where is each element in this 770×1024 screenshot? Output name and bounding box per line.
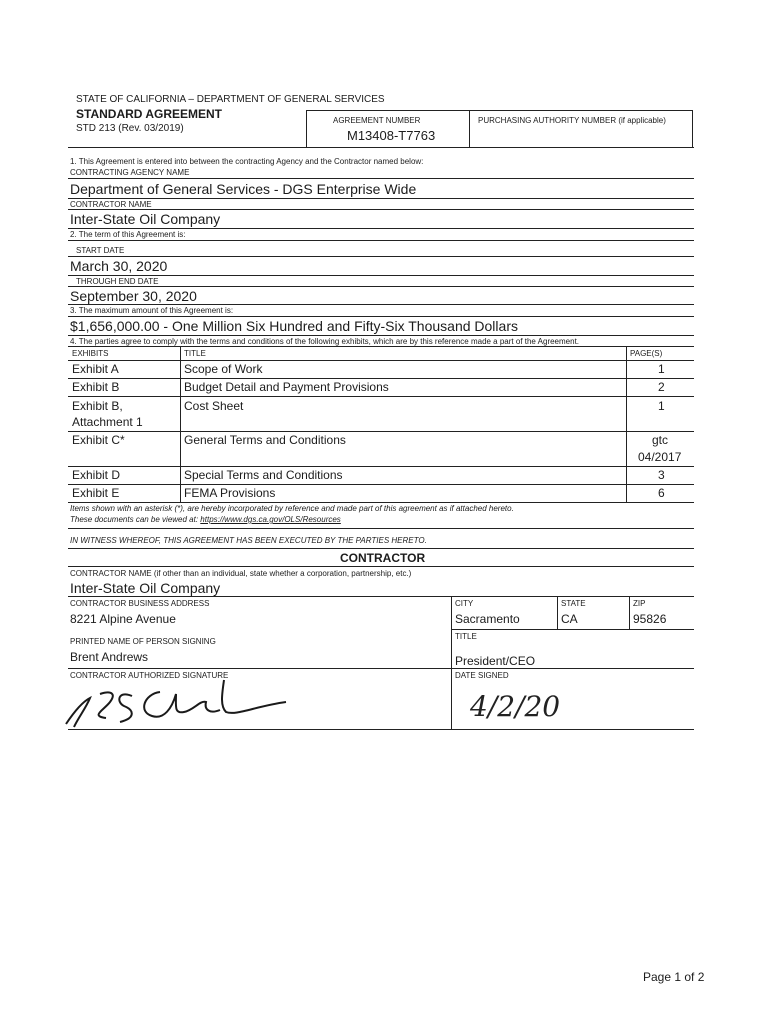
signer-title: President/CEO: [455, 654, 536, 668]
section2-statement: 2. The term of this Agreement is:: [70, 230, 186, 239]
start-date-label: START DATE: [76, 246, 125, 255]
signer-name: Brent Andrews: [70, 650, 149, 664]
resources-link[interactable]: https://www.dgs.ca.gov/OLS/Resources: [200, 515, 341, 524]
exhibit-d: Exhibit D: [72, 468, 121, 482]
asterisk-note: Items shown with an asterisk (*), are hereby incorporated by reference and made part of this agreement as if attached hereto.: [70, 504, 514, 513]
date-signed-label: DATE SIGNED: [455, 671, 509, 680]
city-label: CITY: [455, 599, 474, 608]
witness-statement: IN WITNESS WHEREOF, THIS AGREEMENT HAS BEEN EXECUTED BY THE PARTIES HERETO.: [70, 536, 427, 545]
purchasing-authority-box: [470, 110, 693, 147]
exhibit-b: Exhibit B: [72, 380, 120, 394]
exhibit-b-att1-pages: 1: [658, 399, 665, 413]
business-address: 8221 Alpine Avenue: [70, 612, 176, 626]
exhibit-a-pages: 1: [658, 362, 665, 376]
agreement-number-box: [306, 110, 470, 147]
contractor-name: Inter-State Oil Company: [70, 211, 221, 227]
col-pages-header: PAGE(S): [630, 349, 663, 358]
resources-note: [70, 515, 341, 524]
exhibit-e: Exhibit E: [72, 486, 120, 500]
form-number: STD 213 (Rev. 03/2019): [76, 123, 184, 134]
col-exhibits-header: EXHIBITS: [72, 349, 109, 358]
title-label: TITLE: [455, 632, 477, 641]
agreement-number: M13408-T7763: [347, 128, 436, 143]
contractor-legal-name-label: CONTRACTOR NAME (if other than an individual, state whether a corporation, partnership, etc.): [70, 569, 412, 578]
page-number: Page 1 of 2: [643, 970, 705, 984]
signer-name-label: PRINTED NAME OF PERSON SIGNING: [70, 637, 216, 646]
form-title: STANDARD AGREEMENT: [76, 107, 222, 121]
exhibit-b-att1-title: Cost Sheet: [184, 399, 244, 413]
contractor-heading: CONTRACTOR: [340, 551, 426, 565]
exhibit-c: Exhibit C*: [72, 433, 125, 447]
section3-statement: 3. The maximum amount of this Agreement is:: [70, 306, 234, 315]
signature-image: [60, 672, 300, 732]
purchasing-authority-label: PURCHASING AUTHORITY NUMBER (if applicable): [478, 116, 666, 125]
date-signed: 4/2/20: [470, 690, 561, 723]
contractor-name-label: CONTRACTOR NAME: [70, 200, 152, 209]
exhibit-c-pages-date: 04/2017: [638, 450, 682, 464]
resources-note-prefix: These documents can be viewed at:: [70, 515, 201, 524]
section4-statement: 4. The parties agree to comply with the terms and conditions of the following exhibits, which are by this reference made a part of the Agreement.: [70, 337, 580, 346]
exhibit-a: Exhibit A: [72, 362, 119, 376]
zip-label: ZIP: [633, 599, 646, 608]
state: CA: [561, 612, 578, 626]
exhibit-a-title: Scope of Work: [184, 362, 263, 376]
end-date: September 30, 2020: [70, 288, 197, 304]
exhibit-e-title: FEMA Provisions: [184, 486, 276, 500]
end-date-label: THROUGH END DATE: [76, 277, 159, 286]
city: Sacramento: [455, 612, 520, 626]
agency-name: Department of General Services - DGS Enterprise Wide: [70, 181, 417, 197]
exhibit-d-title: Special Terms and Conditions: [184, 468, 343, 482]
exhibit-c-title: General Terms and Conditions: [184, 433, 346, 447]
max-amount: $1,656,000.00 - One Million Six Hundred and Fifty-Six Thousand Dollars: [70, 318, 518, 334]
zip: 95826: [633, 612, 667, 626]
signature-label: CONTRACTOR AUTHORIZED SIGNATURE: [70, 671, 229, 680]
exhibit-e-pages: 6: [658, 486, 665, 500]
business-address-label: CONTRACTOR BUSINESS ADDRESS: [70, 599, 210, 608]
exhibit-b-pages: 2: [658, 380, 665, 394]
agreement-number-label: AGREEMENT NUMBER: [333, 116, 421, 125]
start-date: March 30, 2020: [70, 258, 168, 274]
col-title-header: TITLE: [184, 349, 206, 358]
exhibit-b-title: Budget Detail and Payment Provisions: [184, 380, 389, 394]
exhibit-b-att1: Exhibit B,: [72, 399, 123, 413]
agency-name-label: CONTRACTING AGENCY NAME: [70, 168, 190, 177]
exhibit-d-pages: 3: [658, 468, 665, 482]
exhibit-c-pages: gtc: [652, 433, 669, 447]
exhibit-b-att1-line2: Attachment 1: [72, 415, 143, 429]
contractor-legal-name: Inter-State Oil Company: [70, 580, 221, 596]
section1-statement: 1. This Agreement is entered into between the contracting Agency and the Contractor named below:: [70, 157, 424, 166]
state-label: STATE: [561, 599, 586, 608]
state-department-line: STATE OF CALIFORNIA – DEPARTMENT OF GENERAL SERVICES: [76, 94, 385, 105]
